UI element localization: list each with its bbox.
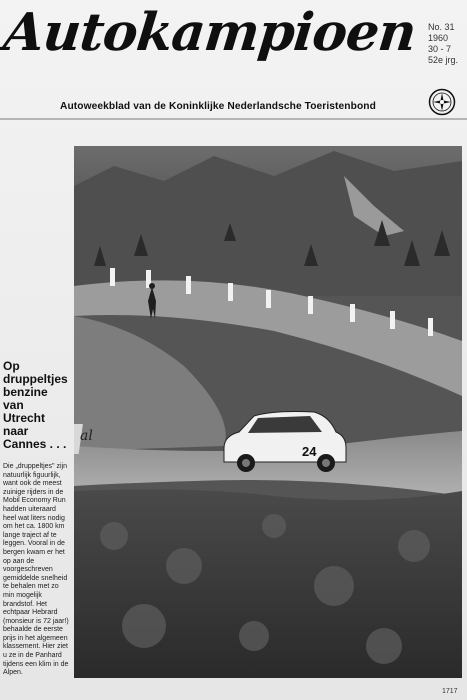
magazine-subtitle: Autoweekblad van de Koninklijke Nederlandsche Toeristenbond (60, 101, 376, 112)
rally-scene-illustration (74, 146, 462, 678)
cover-photo (74, 146, 462, 678)
issue-date: 30 - 7 (428, 44, 452, 54)
anwb-emblem-icon (428, 88, 456, 116)
article-sidebar (3, 360, 69, 678)
magazine-title: Autokampioen (0, 2, 419, 63)
roadside-sign-text: al (80, 428, 93, 444)
car-number: 24 (302, 444, 317, 459)
masthead (0, 0, 467, 120)
article-body: Die „druppeltjes" zijn natuurlijk figuurlijk, want ook de meest zuinige rijders in de Mobil Economy Run hadden uiteraard heel wat liters nodig om het ca. 1800 km lange traject af te leggen. Vooral in de bergen kwam er het op aan de voorgeschreven gemiddelde snelheid te behalen met zo min mogelijk brandstof. Het echtpaar Hebrard (monsieur is 72 jaar!) behaalde de eerste prijs in het algemeen klassement. Hier ziet u ze in de Panhard tijdens een klim in de Alpen. (3, 463, 69, 677)
page-number: 1717 (442, 688, 458, 695)
issue-volume: 52e jrg. (428, 55, 459, 65)
issue-number: No. 31 (428, 22, 455, 32)
issue-info (428, 22, 464, 66)
issue-year: 1960 (428, 33, 449, 43)
masthead-divider (0, 118, 467, 120)
article-headline: Op druppeltjes benzine van Utrecht naar Cannes . . . (3, 359, 68, 451)
